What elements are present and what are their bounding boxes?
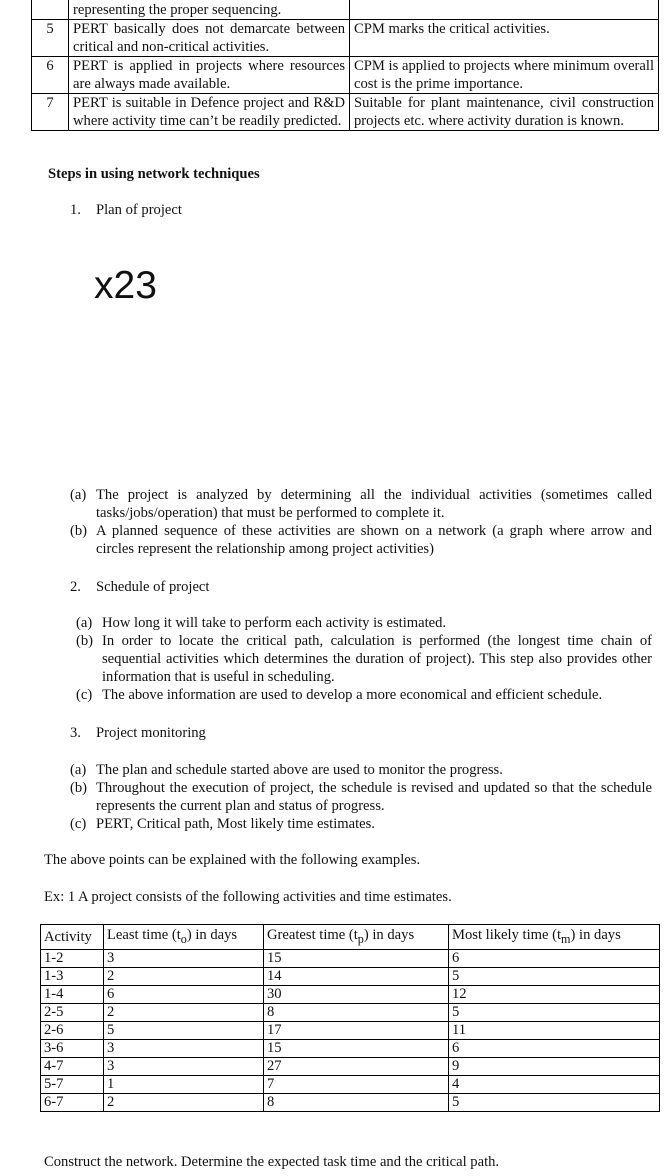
most-likely-time-cell: 11 [449, 1021, 660, 1039]
pert-cell: PERT basically does not demarcate between critical and non-critical activities. [69, 20, 350, 57]
table-row [32, 57, 659, 94]
activity-cell: 6-7 [41, 1093, 104, 1111]
table-row [41, 967, 660, 985]
row-number: 5 [32, 20, 69, 57]
list-item: (c) The above information are used to develop a more economical and efficient schedule. [76, 687, 603, 703]
least-time-cell: 6 [104, 985, 264, 1003]
step-1-title: Plan of project [96, 202, 182, 218]
table-row [32, 0, 659, 20]
top-fragment-cell: representing the proper sequencing. [69, 0, 350, 20]
activity-cell: 2-6 [41, 1021, 104, 1039]
most-likely-time-cell: 5 [449, 1003, 660, 1021]
greatest-time-cell: 15 [264, 949, 449, 967]
cpm-cell: CPM is applied to projects where minimum overall cost is the prime importance. [350, 57, 659, 94]
greatest-time-cell: 27 [264, 1057, 449, 1075]
table-header-row [41, 925, 660, 950]
list-item: (b) A planned sequence of these activities are shown on a network (a graph where arrow and circles represent the relationship among project activities) [70, 523, 652, 557]
greatest-time-cell: 14 [264, 967, 449, 985]
table-row [41, 1039, 660, 1057]
least-time-cell: 5 [104, 1021, 264, 1039]
table-row [32, 20, 659, 57]
least-time-cell: 3 [104, 1039, 264, 1057]
activity-cell: 2-5 [41, 1003, 104, 1021]
list-item: (b) In order to locate the critical path, calculation is performed (the longest time chain of sequential activities which determines the duration of project). This step also provides other information that is useful in scheduling. [76, 633, 652, 685]
greatest-time-cell: 8 [264, 1093, 449, 1111]
most-likely-time-cell: 6 [449, 1039, 660, 1057]
greatest-time-cell: 15 [264, 1039, 449, 1057]
table-row [41, 1075, 660, 1093]
least-time-cell: 2 [104, 1093, 264, 1111]
most-likely-time-cell: 6 [449, 949, 660, 967]
activity-cell: 5-7 [41, 1075, 104, 1093]
greatest-time-cell: 30 [264, 985, 449, 1003]
list-item: (c) PERT, Critical path, Most likely time estimates. [70, 816, 375, 832]
activity-table-body [41, 949, 660, 1111]
least-time-cell: 1 [104, 1075, 264, 1093]
table-row [41, 949, 660, 967]
step-3-number: 3. [70, 725, 81, 741]
least-time-cell: 3 [104, 949, 264, 967]
example-paragraph: Ex: 1 A project consists of the following activities and time estimates. [44, 889, 452, 905]
section-heading: Steps in using network techniques [48, 166, 260, 182]
least-time-cell: 3 [104, 1057, 264, 1075]
header-least-time: Least time $(t_o)$ in days [104, 925, 264, 950]
image-placeholder-text: x23 [94, 264, 157, 307]
activity-cell: 1-3 [41, 967, 104, 985]
list-item: (a) The project is analyzed by determining all the individual activities (sometimes called tasks/jobs/operation) that must be performed to complete it. [70, 487, 652, 521]
least-time-cell: 2 [104, 967, 264, 985]
most-likely-time-cell: 5 [449, 967, 660, 985]
activity-cell: 4-7 [41, 1057, 104, 1075]
pert-cell: PERT is applied in projects where resources are always made available. [69, 57, 350, 94]
step-1-number: 1. [70, 202, 81, 218]
activity-cell: 1-4 [41, 985, 104, 1003]
table-row [41, 1003, 660, 1021]
final-instruction: Construct the network. Determine the expected task time and the critical path. [44, 1154, 500, 1170]
table-row [32, 94, 659, 131]
step-2-number: 2. [70, 579, 81, 595]
activity-time-table [40, 924, 660, 1112]
header-most-likely-time: Most likely time $(t_m)$ in days [449, 925, 660, 950]
step-2-title: Schedule of project [96, 579, 210, 595]
greatest-time-cell: 17 [264, 1021, 449, 1039]
most-likely-time-cell: 5 [449, 1093, 660, 1111]
pert-cell: PERT is suitable in Defence project and R&D where activity time can’t be readily predicted. [69, 94, 350, 131]
greatest-time-cell: 7 [264, 1075, 449, 1093]
list-item: (b) Throughout the execution of project, the schedule is revised and updated so that the schedule represents the current plan and status of progress. [70, 780, 652, 814]
header-activity: Activity [41, 925, 104, 950]
list-item: (a) How long it will take to perform each activity is estimated. [76, 615, 447, 631]
step-2-list [76, 614, 652, 704]
cpm-cell: Suitable for plant maintenance, civil construction projects etc. where activity duration is known. [350, 94, 659, 131]
cpm-cell: CPM marks the critical activities. [350, 20, 659, 57]
step-3-title: Project monitoring [96, 725, 206, 741]
row-number: 7 [32, 94, 69, 131]
activity-cell: 3-6 [41, 1039, 104, 1057]
row-number: 6 [32, 57, 69, 94]
most-likely-time-cell: 12 [449, 985, 660, 1003]
table-row [41, 985, 660, 1003]
activity-cell: 1-2 [41, 949, 104, 967]
explain-paragraph: The above points can be explained with the following examples. [44, 852, 421, 868]
table-row [41, 1057, 660, 1075]
table-row [41, 1093, 660, 1111]
list-item: (a) The plan and schedule started above are used to monitor the progress. [70, 762, 503, 778]
greatest-time-cell: 8 [264, 1003, 449, 1021]
step-3-list [70, 761, 652, 833]
table-row [41, 1021, 660, 1039]
most-likely-time-cell: 9 [449, 1057, 660, 1075]
least-time-cell: 2 [104, 1003, 264, 1021]
pert-cpm-comparison-table [31, 0, 659, 131]
most-likely-time-cell: 4 [449, 1075, 660, 1093]
header-greatest-time: Greatest time $(t_p)$ in days [264, 925, 449, 950]
step-1-list [70, 486, 652, 558]
